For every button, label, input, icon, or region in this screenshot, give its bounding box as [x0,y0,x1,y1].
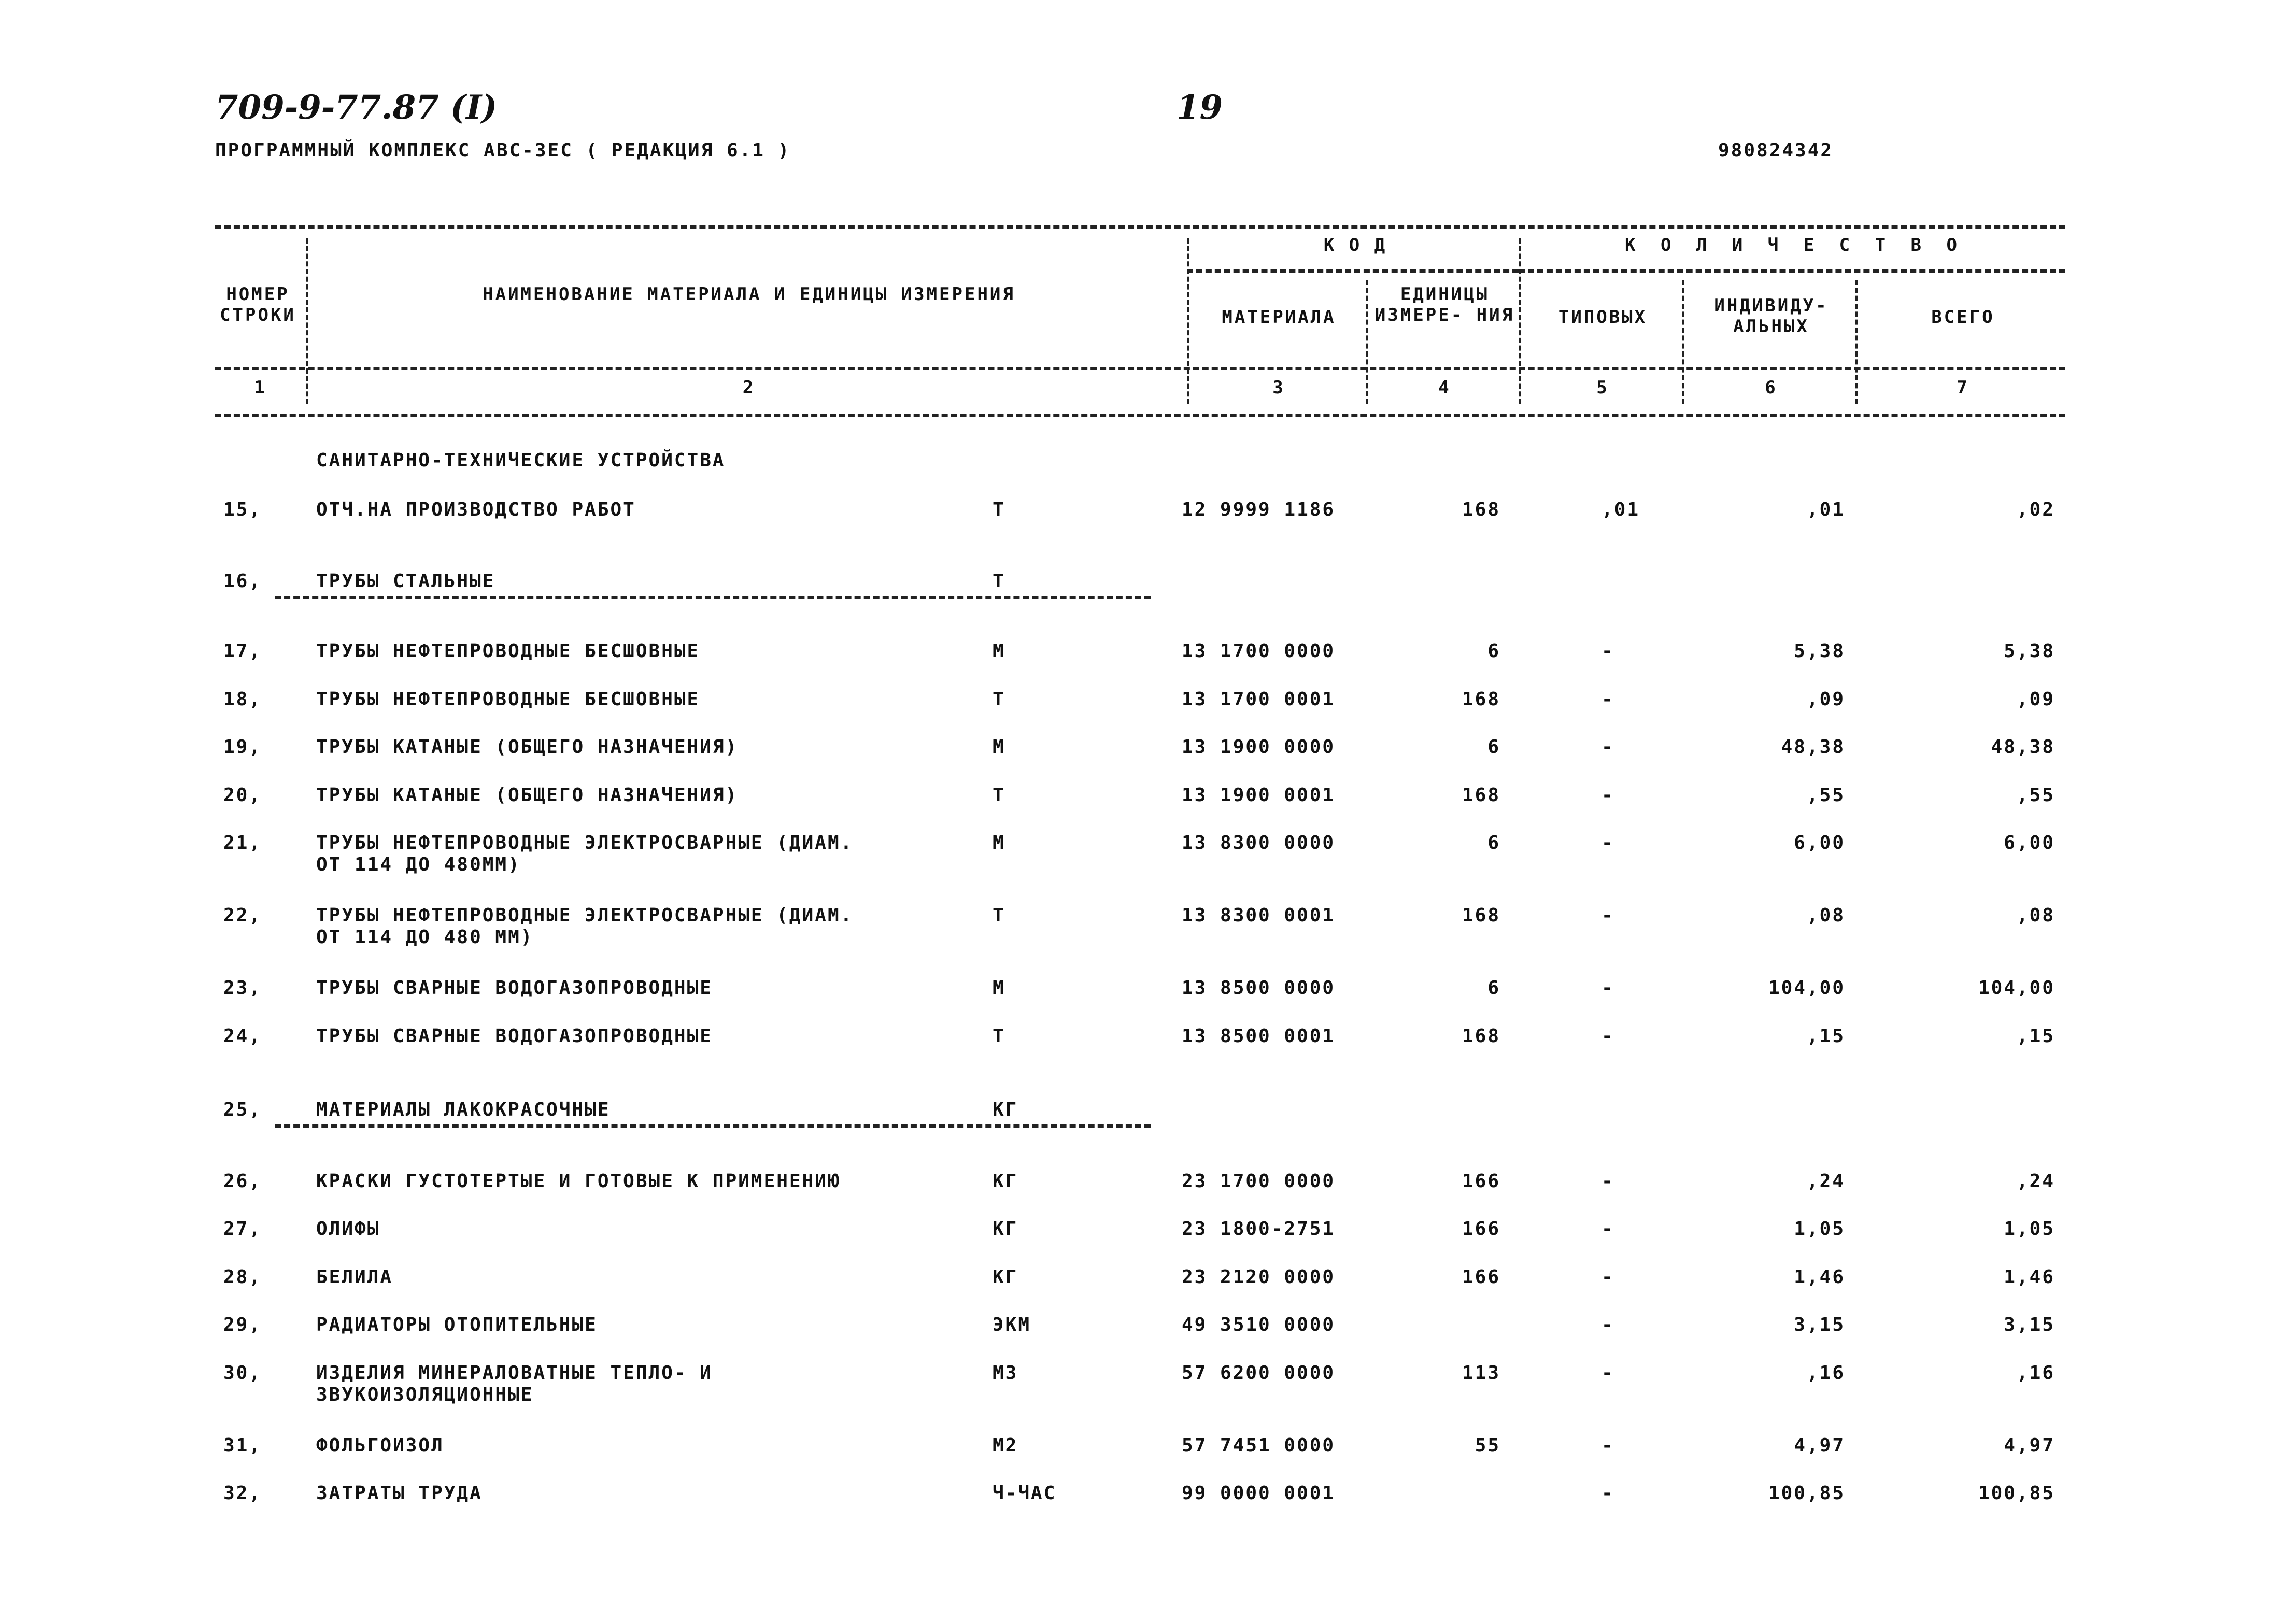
divider-after-code [1366,280,1368,404]
qty-typical: - [1601,977,1614,999]
divider-after-individual [1855,280,1858,404]
qty-typical: - [1601,905,1614,926]
material-name: ОТЧ.НА ПРОИЗВОДСТВО РАБОТ [316,499,636,520]
row-number: 24, [223,1026,262,1047]
row-number: 22, [223,905,262,926]
qty-total: 5,38 [2004,640,2055,662]
material-code: 13 1900 0001 [1182,785,1336,806]
unit-code: 168 [1462,499,1500,520]
row-number: 30, [223,1362,262,1384]
header-code-material: МАТЕРИАЛА [1222,307,1336,328]
row-number: 27, [223,1218,262,1240]
qty-typical: - [1601,832,1614,853]
row-number: 26, [223,1171,262,1192]
header-row-number: НОМЕР СТРОКИ [220,284,296,325]
table-row [0,1218,2296,1244]
material-name: ТРУБЫ НЕФТЕПРОВОДНЫЕ ЭЛЕКТРОСВАРНЫЕ (ДИАМ. [316,832,854,853]
material-code: 13 1700 0001 [1182,689,1336,710]
qty-individual: 3,15 [1794,1314,1845,1335]
material-code: 57 7451 0000 [1182,1435,1336,1456]
column-number: 2 [742,377,756,398]
header-qty-individual: ИНДИВИДУ- АЛЬНЫХ [1714,295,1829,337]
row-number: 16, [223,571,262,592]
qty-total: 3,15 [2004,1314,2055,1335]
column-number: 3 [1272,377,1285,398]
qty-individual: 1,05 [1794,1218,1845,1240]
table-row [0,499,2296,524]
unit-code: 166 [1462,1266,1500,1288]
row-number: 32, [223,1483,262,1504]
material-code: 49 3510 0000 [1182,1314,1336,1335]
material-name: РАДИАТОРЫ ОТОПИТЕЛЬНЫЕ [316,1314,598,1335]
qty-individual: 100,85 [1768,1483,1845,1504]
table-row [0,1025,2296,1051]
header-top-rule [215,225,2065,229]
unit-code: 6 [1487,832,1500,853]
table-row [0,640,2296,666]
unit: КГ [993,1266,1018,1288]
column-number: 1 [254,377,267,398]
header-code-group: К О Д [1323,235,1387,255]
material-name-continuation: ОТ 114 ДО 480ММ) [316,854,521,875]
qty-individual: 1,46 [1794,1266,1845,1288]
row-number: 21, [223,832,262,853]
material-name: ТРУБЫ СТАЛЬНЫЕ [316,571,495,592]
qty-typical: - [1601,1266,1614,1288]
material-code: 13 8500 0000 [1182,977,1336,999]
row-number: 20, [223,785,262,806]
unit-code: 6 [1487,640,1500,662]
unit: М3 [993,1362,1018,1384]
material-name-continuation: ОТ 114 ДО 480 ММ) [316,927,534,948]
row-number: 25, [223,1099,262,1120]
qty-typical: - [1601,1218,1614,1240]
material-name: ТРУБЫ НЕФТЕПРОВОДНЫЕ ЭЛЕКТРОСВАРНЫЕ (ДИАМ. [316,905,854,926]
qty-individual: 104,00 [1768,977,1845,999]
table-row [0,570,2296,596]
material-code: 23 1700 0000 [1182,1171,1336,1192]
unit: Т [993,571,1005,592]
header-bottom-rule [215,414,2065,417]
divider-after-typical [1682,280,1684,404]
table-row [0,1266,2296,1292]
unit: М [993,977,1005,999]
unit: М [993,832,1005,853]
unit: КГ [993,1099,1018,1120]
unit-code: 6 [1487,736,1500,758]
qty-total: 1,05 [2004,1218,2055,1240]
qty-individual: 4,97 [1794,1435,1845,1456]
row-number: 18, [223,689,262,710]
unit: М [993,736,1005,758]
qty-total: 104,00 [1978,977,2055,999]
row-number: 31, [223,1435,262,1456]
table-row [0,736,2296,762]
material-code: 13 1700 0000 [1182,640,1336,662]
unit: М [993,640,1005,662]
header-qty-total: ВСЕГО [1931,307,1995,328]
program-line: ПРОГРАММНЫЙ КОМПЛЕКС АВС-ЗЕС ( РЕДАКЦИЯ 6.1 ) [215,140,791,161]
code-group-rule [1187,269,1519,273]
row-number: 28, [223,1266,262,1288]
qty-typical: - [1601,1026,1614,1047]
column-number: 4 [1438,377,1451,398]
qty-typical: - [1601,1314,1614,1335]
unit: Ч-ЧАС [993,1483,1057,1504]
unit: Т [993,905,1005,926]
qty-typical: - [1601,1362,1614,1384]
qty-individual: ,55 [1806,785,1845,806]
unit: М2 [993,1435,1018,1456]
unit-code: 55 [1475,1435,1500,1456]
material-name: ТРУБЫ НЕФТЕПРОВОДНЫЕ БЕСШОВНЫЕ [316,689,700,710]
unit-code: 168 [1462,905,1500,926]
page-number: 19 [1177,88,1223,127]
unit: Т [993,1026,1005,1047]
qty-individual: 6,00 [1794,832,1845,853]
column-number: 5 [1596,377,1609,398]
row-number: 15, [223,499,262,520]
qty-total: ,24 [2016,1171,2055,1192]
row-number: 23, [223,977,262,999]
table-row [0,1170,2296,1196]
qty-total: ,08 [2016,905,2055,926]
qty-total: ,16 [2016,1362,2055,1384]
material-name: МАТЕРИАЛЫ ЛАКОКРАСОЧНЫЕ [316,1099,611,1120]
row-number: 19, [223,736,262,758]
material-name: ТРУБЫ КАТАНЫЕ (ОБЩЕГО НАЗНАЧЕНИЯ) [316,736,739,758]
qty-individual: 48,38 [1781,736,1845,758]
qty-group-rule [1519,269,2065,273]
qty-typical: - [1601,736,1614,758]
unit-code: 6 [1487,977,1500,999]
column-number: 7 [1957,377,1969,398]
material-name-continuation: ЗВУКОИЗОЛЯЦИОННЫЕ [316,1384,534,1405]
qty-total: ,15 [2016,1026,2055,1047]
material-name: ТРУБЫ НЕФТЕПРОВОДНЫЕ БЕСШОВНЫЕ [316,640,700,662]
material-code: 23 1800-2751 [1182,1218,1336,1240]
qty-typical: - [1601,689,1614,710]
qty-individual: ,15 [1806,1026,1845,1047]
qty-total: 4,97 [2004,1435,2055,1456]
unit: Т [993,499,1005,520]
row-number: 17, [223,640,262,662]
material-name: ФОЛЬГОИЗОЛ [316,1435,444,1456]
material-code: 13 8500 0001 [1182,1026,1336,1047]
unit-code: 168 [1462,1026,1500,1047]
unit-code: 166 [1462,1171,1500,1192]
header-code-unit: ЕДИНИЦЫ ИЗМЕРЕ- НИЯ [1374,284,1515,325]
material-name: ТРУБЫ СВАРНЫЕ ВОДОГАЗОПРОВОДНЫЕ [316,1026,713,1047]
material-name: ИЗДЕЛИЯ МИНЕРАЛОВАТНЫЕ ТЕПЛО- И [316,1362,713,1384]
qty-individual: ,01 [1806,499,1845,520]
column-number: 6 [1765,377,1778,398]
material-code: 99 0000 0001 [1182,1483,1336,1504]
qty-individual: ,16 [1806,1362,1845,1384]
qty-total: 1,46 [2004,1266,2055,1288]
unit-code: 166 [1462,1218,1500,1240]
table-row [0,688,2296,714]
qty-total: 48,38 [1991,736,2055,758]
unit: Т [993,689,1005,710]
qty-typical: - [1601,1483,1614,1504]
header-qty-group: К О Л И Ч Е С Т В О [1625,235,1964,255]
qty-total: 100,85 [1978,1483,2055,1504]
document-id: 980824342 [1718,140,1834,161]
qty-total: ,09 [2016,689,2055,710]
table-row [0,1482,2296,1508]
group-underline [275,596,1151,599]
handwritten-document-code: 709-9-77.87 (I) [215,88,498,127]
qty-total: ,02 [2016,499,2055,520]
section-title: САНИТАРНО-ТЕХНИЧЕСКИЕ УСТРОЙСТВА [316,450,726,471]
table-row [0,784,2296,810]
table-row [0,1434,2296,1460]
material-name: ОЛИФЫ [316,1218,380,1240]
qty-typical: ,01 [1601,499,1640,520]
material-code: 13 8300 0001 [1182,905,1336,926]
divider-after-num [306,238,308,404]
header-name: НАИМЕНОВАНИЕ МАТЕРИАЛА И ЕДИНИЦЫ ИЗМЕРЕНИЯ [483,284,1015,305]
material-name: ЗАТРАТЫ ТРУДА [316,1483,483,1504]
qty-typical: - [1601,1435,1614,1456]
unit: КГ [993,1218,1018,1240]
table-row [0,1314,2296,1340]
unit-code: 168 [1462,689,1500,710]
qty-total: 6,00 [2004,832,2055,853]
material-name: ТРУБЫ КАТАНЫЕ (ОБЩЕГО НАЗНАЧЕНИЯ) [316,785,739,806]
material-code: 57 6200 0000 [1182,1362,1336,1384]
unit: ЭКМ [993,1314,1031,1335]
qty-individual: ,08 [1806,905,1845,926]
qty-individual: ,09 [1806,689,1845,710]
table-row [0,1099,2296,1124]
material-name: КРАСКИ ГУСТОТЕРТЫЕ И ГОТОВЫЕ К ПРИМЕНЕНИЮ [316,1171,841,1192]
unit: КГ [993,1171,1018,1192]
divider-after-name [1187,238,1189,404]
unit-code: 113 [1462,1362,1500,1384]
qty-individual: 5,38 [1794,640,1845,662]
unit: Т [993,785,1005,806]
qty-typical: - [1601,640,1614,662]
row-number: 29, [223,1314,262,1335]
material-code: 23 2120 0000 [1182,1266,1336,1288]
material-code: 13 1900 0000 [1182,736,1336,758]
material-code: 13 8300 0000 [1182,832,1336,853]
qty-total: ,55 [2016,785,2055,806]
qty-typical: - [1601,785,1614,806]
material-name: ТРУБЫ СВАРНЫЕ ВОДОГАЗОПРОВОДНЫЕ [316,977,713,999]
qty-individual: ,24 [1806,1171,1845,1192]
unit-code: 168 [1462,785,1500,806]
header-qty-typical: ТИПОВЫХ [1558,307,1648,328]
qty-typical: - [1601,1171,1614,1192]
table-row [0,977,2296,1003]
divider-after-unitcode [1519,238,1521,404]
material-code: 12 9999 1186 [1182,499,1336,520]
group-underline [275,1124,1151,1128]
header-middle-rule [215,367,2065,370]
material-name: БЕЛИЛА [316,1266,393,1288]
